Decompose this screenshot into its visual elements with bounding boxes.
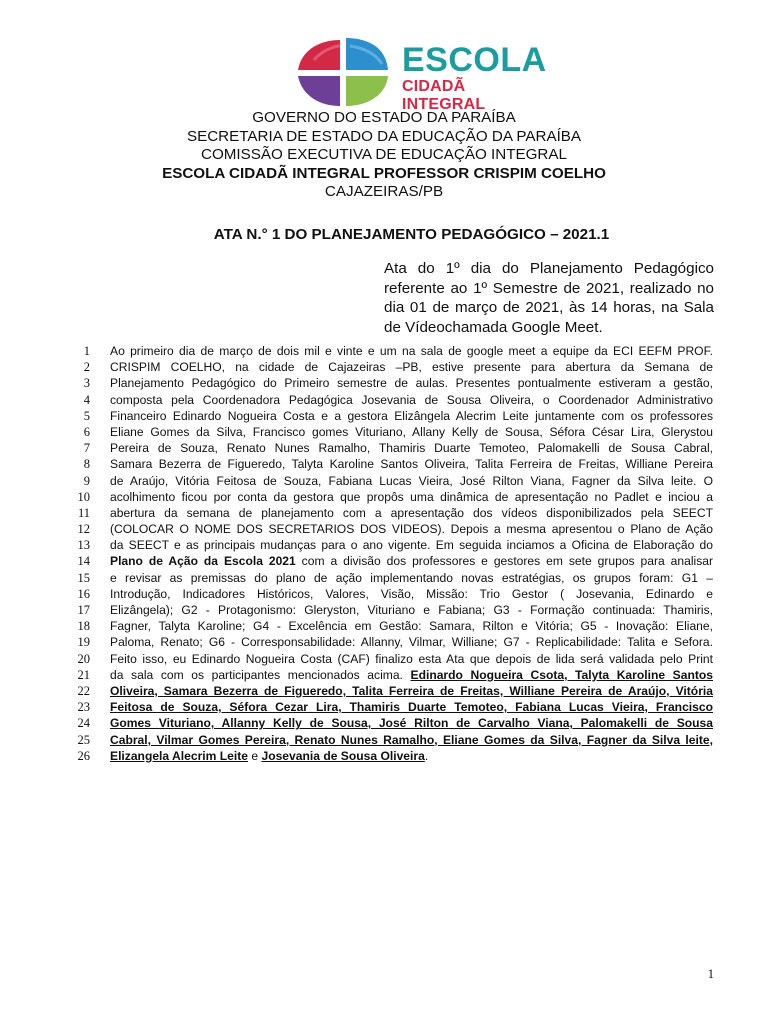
line-text (110, 473, 713, 489)
text-run: Paloma, Renato; G6 - Corresponsabilidade: Allanny, Vilmar, Williane; G7 - Replicabilidade: Talita e Sefora. (110, 635, 713, 650)
minutes-line (0, 408, 768, 424)
line-text (110, 392, 713, 408)
abstract-line: de Vídeochamada Google Meet. (384, 318, 603, 336)
minutes-line (0, 489, 768, 505)
line-text (110, 715, 713, 731)
document-title: ATA N.° 1 DO PLANEJAMENTO PEDAGÓGICO – 2021.1 (213, 226, 610, 243)
minutes-line (0, 473, 768, 489)
minutes-line (0, 359, 768, 375)
minutes-line (0, 570, 768, 586)
line-text (110, 424, 713, 440)
line-text (110, 359, 713, 375)
signatory-names: Edinardo Nogueira Csota, Talyta Karoline Santos (410, 667, 713, 682)
line-text (110, 505, 713, 521)
line-text (110, 618, 713, 634)
logo-subtitle: CIDADÃ INTEGRAL (402, 78, 486, 113)
logo-quadrant-green (346, 76, 388, 106)
line-text (110, 732, 713, 748)
abstract (384, 259, 714, 337)
abstract-line: Ata do 1º dia do Planejamento Pedagógico (384, 260, 714, 277)
text-run: de Araújo, Vitória Feitosa de Souza, Fabiana Lucas Vieira, José Rilton Viana, Fagner da Silva leite. O (110, 473, 713, 488)
minutes-line (0, 537, 768, 553)
minutes-line (0, 667, 768, 683)
header-line-school: ESCOLA CIDADÃ INTEGRAL PROFESSOR CRISPIM COELHO (162, 164, 606, 182)
line-text (110, 489, 713, 505)
text-run: Ao primeiro dia de março de dois mil e vinte e um na sala de google meet a equipe da ECI EEFM PROF. (110, 344, 713, 358)
line-number: 19 (77, 635, 90, 650)
institution-header (0, 109, 768, 202)
line-text (110, 748, 713, 764)
line-text (110, 570, 713, 586)
line-number: 8 (83, 457, 90, 472)
minutes-line (0, 375, 768, 391)
line-number: 24 (77, 716, 90, 731)
text-run: Financeiro Edinardo Nogueira Costa e a gestora Elizângela Alecrim Leite juntamente com os professores (110, 408, 713, 423)
signatory-names: Gomes Vituriano, Allanny Kelly de Sousa, José Rilton de Carvalho Viana, Palomakelli de Sousa (110, 716, 713, 731)
abstract-line: dia 01 de março de 2021, às 14 horas, na Sala (384, 299, 714, 316)
line-number: 9 (83, 473, 90, 488)
line-text (110, 651, 713, 667)
line-text (110, 537, 713, 553)
minutes-line (0, 651, 768, 667)
signatory-names: Oliveira, Samara Bezerra de Figueredo, Talita Ferreira de Freitas, Williane Pereira de Araújo, Vitória (110, 683, 713, 698)
minutes-line (0, 553, 768, 569)
signatory-names: Elizangela Alecrim Leite (110, 748, 249, 763)
line-text (110, 456, 713, 472)
line-number: 26 (77, 748, 90, 763)
line-text (110, 553, 713, 569)
line-number: 23 (77, 700, 90, 715)
line-number: 20 (77, 651, 90, 666)
line-text (110, 375, 713, 391)
text-run: e revisar as premissas do plano de ação implementando novas estratégias, os grupos foram: G1 – (110, 570, 713, 585)
line-number: 17 (77, 603, 90, 617)
header-line-government: GOVERNO DO ESTADO DA PARAÍBA (252, 109, 516, 126)
school-logo (294, 36, 547, 113)
text-run: Fagner, Talyta Karoline; G4 - Excelência em Gestão: Samara, Rilton e Vitória; G5 - Inovação: Eliane, (110, 619, 713, 634)
minutes-line (0, 699, 768, 715)
text-run: com a divisão dos professores e gestores em sete grupos para analisar (295, 554, 713, 569)
line-text (110, 602, 713, 618)
text-run: Samara Bezerra de Figueredo, Talyta Karoline Santos Oliveira, Talita Ferreira de Freitas, Williane Pereira (110, 457, 713, 472)
minutes-line (0, 505, 768, 521)
line-number: 5 (83, 408, 90, 423)
logo-quadrant-purple (298, 76, 340, 106)
line-number: 22 (77, 683, 90, 698)
header-line-secretariat: SECRETARIA DE ESTADO DA EDUCAÇÃO DA PARAÍBA (186, 127, 582, 145)
minutes-line (0, 748, 768, 764)
line-number: 16 (77, 586, 90, 601)
line-number: 21 (77, 667, 90, 682)
text-run: Feito isso, eu Edinardo Nogueira Costa (CAF) finalizo esta Ata que depois de lida será validada pelo Print (110, 651, 713, 666)
text-run: da sala com os participantes mencionados acima. (110, 667, 411, 682)
minutes-line (0, 521, 768, 537)
text-run: e (248, 748, 262, 763)
line-number: 4 (83, 392, 90, 407)
line-number: 14 (77, 554, 90, 569)
signatory-names: Cabral, Vilmar Gomes Pereira, Renato Nunes Ramalho, Eliane Gomes da Silva, Fagner da Silva leite, (110, 732, 713, 747)
line-number: 11 (77, 505, 90, 520)
line-text (110, 634, 713, 650)
header-line-commission: COMISSÃO EXECUTIVA DE EDUCAÇÃO INTEGRAL (201, 146, 567, 164)
abstract-line: referente ao 1º Semestre de 2021, realizado no (384, 279, 714, 297)
minutes-line (0, 618, 768, 634)
line-text (110, 667, 713, 683)
text-run: Introdução, Indicadores Históricos, Valores, Visão, Missão: Trio Gestor ( Josevania, Edinardo e (110, 586, 713, 601)
line-number: 1 (83, 344, 90, 358)
logo-quadrant-blue (346, 38, 388, 70)
line-number: 2 (83, 360, 90, 375)
minutes-line (0, 343, 768, 359)
text-run: CRISPIM COELHO, na cidade de Cajazeiras –PB, estive presente para abertura da Semana de (110, 360, 713, 375)
line-text (110, 521, 713, 537)
signatory-names: Feitosa de Souza, Séfora Cezar Lira, Thamiris Duarte Temoteo, Fabiana Lucas Vieira, Francisco (110, 700, 713, 715)
line-number: 7 (83, 441, 90, 456)
line-number: 25 (77, 732, 90, 747)
minutes-line (0, 602, 768, 618)
text-run: . (424, 748, 429, 763)
line-number: 13 (77, 538, 90, 553)
text-run: abertura da semana de planejamento com a apresentação dos vídeos disponibilizados pela SEECT (110, 505, 713, 520)
text-run: (COLOCAR O NOME DOS SECRETARIOS DOS VIDEOS). Depois a mesma apresentou o Plano de Ação (110, 522, 713, 537)
text-run: acolhimento ficou por conta da gestora que propôs uma dinâmica de apresentação no Padlet e inciou a (110, 489, 713, 504)
minutes-line (0, 634, 768, 650)
line-text (110, 683, 713, 699)
minutes-body (0, 343, 768, 764)
minutes-line (0, 715, 768, 731)
line-number: 10 (77, 489, 90, 504)
text-run: Elizângela); G2 - Protagonismo: Gleryston, Vituriano e Fabiana; G3 - Formação continuada: Thamiris, (110, 603, 713, 617)
minutes-line (0, 683, 768, 699)
header-line-city: CAJAZEIRAS/PB (324, 183, 444, 201)
text-run: da SEECT e as principais mudanças para o ano vigente. Em seguida inciamos a Oficina de Elaboração do (110, 538, 713, 553)
line-text (110, 440, 713, 456)
line-number: 12 (77, 522, 90, 537)
line-text (110, 699, 713, 715)
logo-title: ESCOLA (402, 41, 547, 79)
text-run: Planejamento Pedagógico do Primeiro semestre de aulas. Presentes pontualmente estiveram a gestão, (110, 376, 713, 391)
line-number: 15 (77, 570, 90, 585)
line-text (110, 586, 713, 602)
page-number: 1 (707, 967, 714, 981)
line-number: 3 (83, 376, 90, 391)
line-number: 18 (77, 619, 90, 634)
text-run: Eliane Gomes da Silva, Francisco gomes Vituriano, Allany Kelly de Sousa, Séfora César Lira, Glerystou (110, 424, 713, 439)
line-number: 6 (83, 424, 90, 439)
minutes-line (0, 732, 768, 748)
signatory-names: Josevania de Sousa Oliveira (261, 748, 425, 763)
line-text (110, 343, 713, 359)
minutes-line (0, 392, 768, 408)
text-run: composta pela Coordenadora Pedagógica Josevania de Sousa Oliveira, o Coordenador Administrativo (110, 392, 713, 407)
minutes-line (0, 586, 768, 602)
line-text (110, 408, 713, 424)
text-run: Pereira de Souza, Renato Nunes Ramalho, Thamiris Duarte Temoteo, Palomakelli de Sousa Cabral, (110, 441, 713, 456)
logo-mark-icon (294, 36, 392, 108)
minutes-line (0, 424, 768, 440)
emphasis-text: Plano de Ação da Escola 2021 (110, 554, 296, 569)
minutes-line (0, 440, 768, 456)
minutes-line (0, 456, 768, 472)
